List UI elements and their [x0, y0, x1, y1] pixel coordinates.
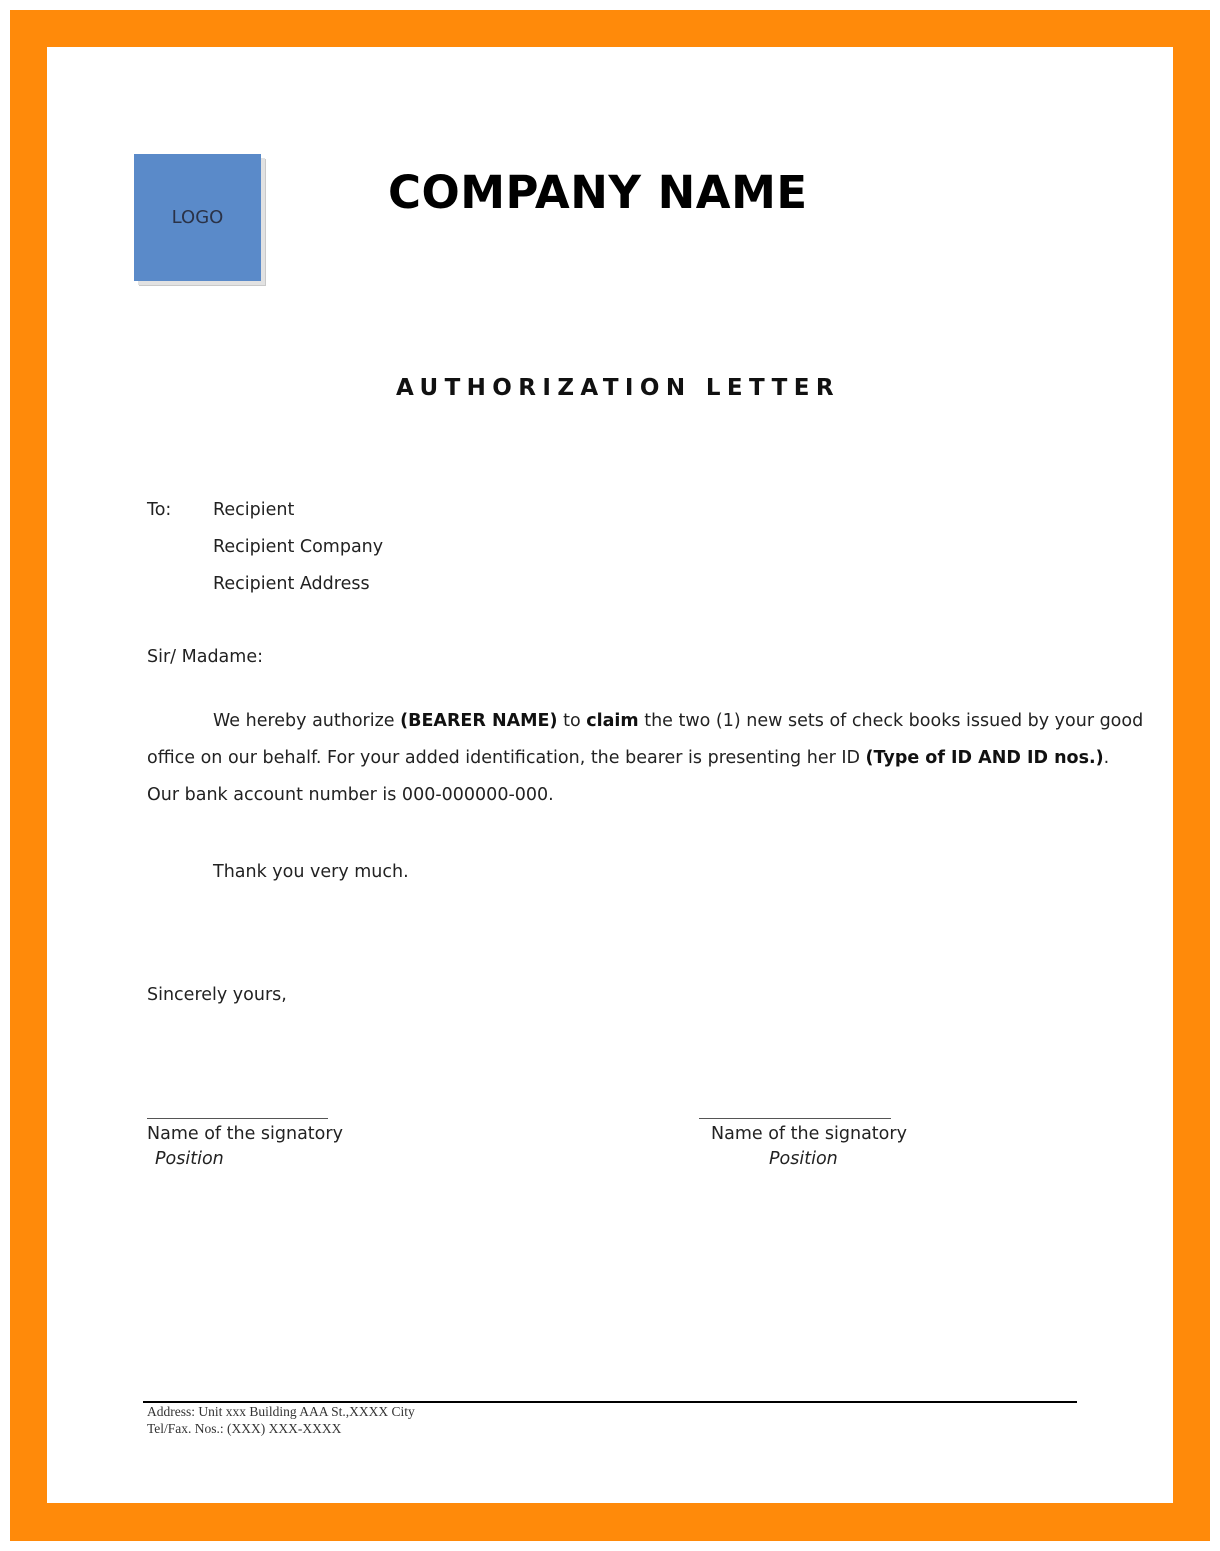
recipient-name: Recipient — [213, 500, 295, 520]
body-text: office on our behalf. For your added identification, the bearer is presenting her ID — [147, 748, 866, 768]
signatory-position-right: Position — [769, 1149, 838, 1169]
salutation: Sir/ Madame: — [147, 647, 263, 667]
footer-address: Address: Unit xxx Building AAA St.,XXXX City — [147, 1404, 415, 1419]
body-text: to — [557, 711, 587, 731]
id-type-placeholder: (Type of ID AND ID nos.) — [865, 748, 1104, 768]
body-paragraph — [147, 703, 1144, 814]
document-title: AUTHORIZATION LETTER — [396, 375, 840, 401]
body-text: We hereby authorize — [213, 711, 401, 731]
signatory-name-right: Name of the signatory — [711, 1124, 907, 1144]
claim-text: claim — [586, 711, 639, 731]
body-line-2 — [147, 740, 1110, 777]
signatory-position-left: Position — [155, 1149, 224, 1169]
body-line-3: Our bank account number is 000-000000-000. — [147, 785, 554, 805]
recipient-company: Recipient Company — [213, 537, 384, 557]
thanks-line: Thank you very much. — [213, 862, 409, 882]
body-text: . — [1103, 748, 1110, 768]
footer-telfax: Tel/Fax. Nos.: (XXX) XXX-XXXX — [147, 1421, 342, 1436]
body-text: the two (1) new sets of check books issued by your good — [638, 711, 1144, 731]
recipient-address: Recipient Address — [213, 574, 370, 594]
signature-line-right — [699, 1118, 891, 1119]
closing-line: Sincerely yours, — [147, 985, 287, 1005]
signatory-name-left: Name of the signatory — [147, 1124, 343, 1144]
company-logo — [134, 154, 261, 281]
logo-text: LOGO — [171, 207, 224, 228]
footer-divider — [143, 1401, 1077, 1403]
signature-line-left — [147, 1118, 328, 1119]
to-label: To: — [147, 500, 172, 520]
body-line-1 — [147, 703, 1144, 740]
bearer-name-placeholder: (BEARER NAME) — [400, 711, 558, 731]
company-name: COMPANY NAME — [388, 166, 808, 219]
